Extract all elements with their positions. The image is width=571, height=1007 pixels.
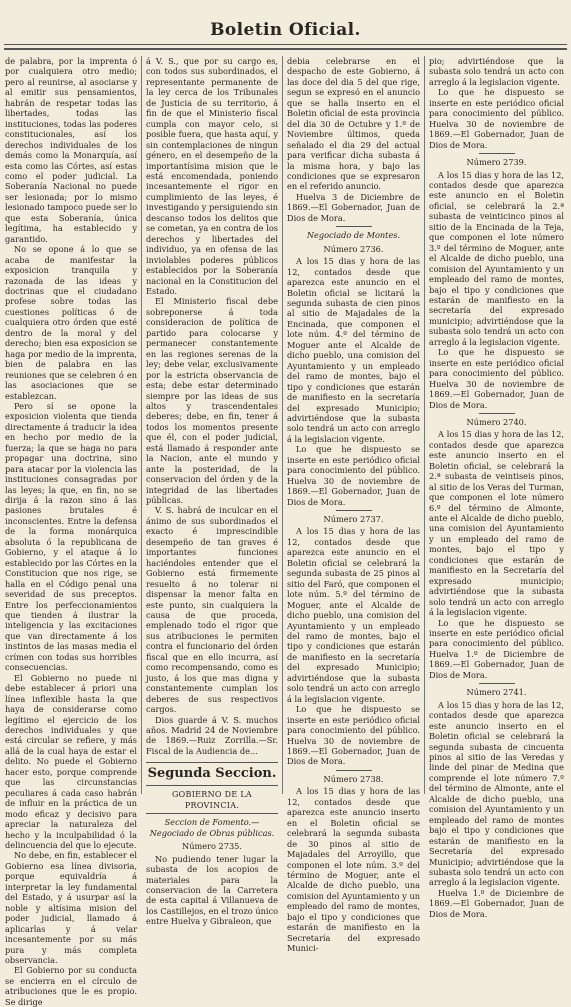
notice-number: Número 2738.: [323, 773, 384, 784]
notice-number: Número 2741.: [466, 687, 527, 698]
divider: [479, 683, 515, 684]
paragraph: Dios guarde á V. S. muchos años. Madrid 24 de Noviembre de 1869.—Ruiz Zorrilla.—Sr. Fiscal de la Audiencia de...: [146, 714, 278, 756]
paragraph: No se opone á lo que se acaba de manifestar la exposicion tranquila y razonada de las ideas y doctrinas que el ciudadano profese sobre todas las cuestiones políticas ó de cualquiera otro órden que esté dentro de la moral y del derecho; bien esa exposicion se haga por medio de la imprenta, bien de palabra en las reuniones que se celebren ó en las asociaciones que se establezcan.: [5, 244, 137, 401]
notice-number: Número 2740.: [466, 416, 527, 427]
paragraph: No debe, en fin, establecer el Gobierno esa línea divisoria, porque equivaldría á interpretar la ley fundamental del Estado, y á usurpar así la noble y altísima mision del poder judicial, llamado á aplicarlas y á velar incesantemente por su más pura y más completa observancia.: [5, 850, 137, 965]
paragraph: debia celebrarse en el despacho de este Gobierno, á las doce del dia 5 del que rige, segun se expresó en el anuncio que se halla inserto en el Boletin oficial de esta provincia del dia 30 de Octubre y 1.º de Noviembre últimos, queda señalado el dia 29 del actual para verificar dicha subasta á la misma hora, y bajo las condiciones que se expresaron en el referido anuncio.: [287, 56, 420, 192]
paragraph: á V. S., que por su cargo es, con todos sus subordinados, el representante permanente de la ley cerca de los Tribunales de Justicia de su territorio, á fin de que el Ministerio fiscal cumpla con mayor celo, si posible fuera, que hasta aquí, y sin contemplaciones de ningun género, en el desempeño de la importantísima mision que le está encomendada, poniendo incesantemente el rigor en cumplimiento de las leyes, é investigando y persiguiendo sin descanso todos los delitos que se cometan, ya en contra de los derechos y libertades del individuo, ya en ofensa de las inviolables poderes públicos establecidos por la Soberanía nacional en la Constitucion del Estado.: [146, 56, 278, 296]
paragraph: pio; advirtiéndose que la subasta solo tendrá un acto con arreglo á la legislacion vigente.: [429, 56, 564, 87]
paragraph: El Ministerio fiscal debe sobreponerse á toda consideracion de política de partido para colocarse y permanecer constantemente en las regiones serenas de la ley; debe velar, exclusivamente por la estricta observancia de esta; debe estar determinado siempre por las ideas de sus altos y trascendentales deberes; debe, en fin, tener á todos los momentos presente que él, con el poder judicial, está llamado á responder ante la Nacion, ante el mundo y ante la posteridad, de la conservacion del órden y de la integridad de las libertades públicas.: [146, 296, 278, 506]
column-2: [146, 56, 279, 927]
paragraph: No pudiendo tener lugar la subasta de los acopios de materiales para la conservacion de la Carretera de esta capital á Villanueva de los Castillejos, en el trozo único entre Huelva y Gibraleon, que: [146, 853, 279, 927]
section-subtitle: GOBIERNO DE LA PROVINCIA.: [146, 790, 278, 814]
paragraph: A los 15 dias y hora de las 12, contados desde que aparezca este anuncio inserto en el Boletin oficial se celebrará la segunda subasta de cincuenta pinos al sitio de las Veredas y linde del pinar de Medina que comprende el lote número 7.º del término de Almonte, ante el Alcalde de dicho pueblo, una comision del Ayuntamiento y un empleado del ramo de montes bajo el tipo y condiciones que estarán de manifiesto en la Secretaría del expresado Municipio; advirtiéndose que la subasta solo tendrá un acto con arreglo á la legislacion vigente.: [429, 699, 564, 888]
divider: [336, 226, 372, 227]
paragraph: V. S. habrá de inculcar en el ánimo de sus subordinados el exacto é imprescindible desempeño de tan graves é importantes funciones haciéndoles entender que el Gobierno está firmemente resuelto á no tolerar ni dispensar la menor falta en este punto, sin cualquiera la causa de que proceda, emplenado todo el rigor que sus atribuciones le permiten contra el funcionario del órden fiscal que en ello incurra, así como recompensando, como es justo, á los que mas digna y constantemente cumplan los deberes de sus respectivos cargos.: [146, 505, 278, 715]
column-divider: [141, 56, 142, 794]
paragraph: Lo que he dispuesto se inserte en este periódico oficial para conocimiento del público. Huelva 30 de noviembre de 1869.—El Gobernador, Juan de Dios de Mora.: [429, 87, 564, 150]
divider: [336, 510, 372, 511]
column-4: [429, 56, 564, 919]
notice-number: Número 2737.: [323, 514, 384, 525]
masthead-title: Boletin Oficial.: [210, 20, 361, 40]
paragraph: Lo que he dispuesto se inserte en este periódico oficial para conocimiento del público. Huelva 1.º de Diciembre de 1869.—El Gobernador, Juan de Dios de Mora.: [429, 617, 564, 680]
paragraph: Lo que he dispuesto se inserte en este periódico oficial para conocimiento del público. Huelva 30 de noviembre de 1869.—El Gobernador, Juan de Dios de Mora.: [287, 444, 420, 507]
column-3: [287, 56, 420, 954]
signature: Huelva 3 de Diciembre de 1869.—El Gobernador, Juan de Dios de Mora.: [287, 191, 420, 223]
notice-number: Número 2739.: [466, 157, 527, 168]
paragraph: A los 15 dias y hora de las 12, contados desde que aparezca este anuncio en el Boletin oficial se licitará la segunda subasta de cien pinos al sitio de Majadales de la Encinada, que componen el lote núm. 4.º del término de Moguer ante el Alcalde de dicho pueblo, una comision del Ayuntamiento y un empleado del ramo de montes, bajo el tipo y condiciones que estarán de manifiesto en la secretaría del expresado Municipio; advirtiéndose que la subasta solo tendrá un acto con arreglo á la legislacion vigente.: [287, 256, 420, 444]
paragraph: Pero sí se opone la exposicion violenta que tienda directamente á traducir la idea en hecho por medio de la fuerza; la que se haga no para propagar una doctrina, sino para atacar por la violencia las instituciones consagradas por las leyes; la que, en fin, no se dirija á la razon sino á las pasiones brutales é inconscientes. Entre la defensa de la forma monárquica absoluta ó la republicana de Gobierno, y el ataque á lo establecido por las Córtes en la Constitucion que nos rige, se halla en el Código penal una severidad de sus preceptos. Entre los perfeccionamientos que tienden á ilustrar la inteligencia y las excitaciones que van directamente á los instintos de las masas media el crímen con todas sus horribles consecuencias.: [5, 400, 137, 673]
paragraph: Lo que he dispuesto se inserte en este periódico oficial para conocimiento del público. Huelva 30 de noviembre de 1869.—El Gobernador, Juan de Dios de Mora.: [287, 704, 420, 767]
paragraph: de palabra, por la imprenta ó por cualquiera otro medio; pero al reunirse, al asociarse y al emitir sus pensamientos, habrán de respetar todas las libertades, todas las instituciones, todas las poderes constitucionales, así los derechos individuales de los demás como la Monarquía, así esta como las Córtes, así estas como el poder judicial. La Soberanía Nacional no puede ser lesionada; por lo mismo lesionado tampoco puede ser lo que esta Soberanía, única legítima, ha establecido y garantido.: [5, 56, 137, 244]
column-divider: [424, 56, 425, 794]
divider: [479, 413, 515, 414]
paragraph: Lo que he dispuesto se inserte en este periódico oficial para conocimiento del público. Huelva 30 de noviembre de 1869.—El Gobernador, Juan de Dios de Mora.: [429, 347, 564, 410]
section-heading: Segunda Seccion.: [146, 762, 278, 786]
notice-number: Número 2736.: [323, 243, 384, 254]
divider: [479, 153, 515, 154]
signature: Huelva 1.º de Diciembre de 1869.—El Gobernador, Juan de Dios de Mora.: [429, 887, 564, 919]
column-divider: [282, 56, 283, 794]
department-label: Seccion de Fomento.—Negociado de Obras públicas.: [149, 817, 275, 838]
paragraph: A los 15 dias y hora de las 12, contados desde que aparezca este anuncio inserto en el Boletin oficial, se celebrará la 2.ª subasta de veintiseis pinos, al sitio de los Veras del Turman, que componen el lote número 6.º del término de Almonte, ante el Alcalde de dicho pueblo, una comision del Ayuntamiento y un empleado del ramo de montes, bajo el tipo y condiciones que estarán de manifiesto en la Secretaría del expresado municipio; advirtiéndose que la subasta solo tendrá un acto con arreglo á la legislacion vigente.: [429, 429, 564, 618]
paragraph: A los 15 dias y hora de las 12, contados desde que aparezca este anuncio inserto en el Boletin oficial se celebrará la segunda subasta de 30 pinos al sitio de Majadales del Arroyillo, que componen el lote núm. 3.º del término de Moguer, ante el Alcalde de dicho pueblo, una comision del Ayuntamiento y un empleado del ramo de montes, bajo el tipo y condiciones que estarán de manifiesto en la Secretaría del expresado Munici-: [287, 786, 420, 954]
masthead-rule: [4, 44, 567, 45]
paragraph: El Gobierno no puede ni debe establecer á priori una línea inflexible hasta la que haya de considerarse como legítimo el ejercicio de los derechos individuales y que está circular se refiere, y más allá de la cual haya de estar el delito. No puede el Gobierno hacer esto, porque comprende que las circunstancias peculiares á cada caso habrán de influir en la práctica de un modo eficaz y decisivo para apreciar la naturaleza del hecho y la inculpabilidad ó la delincuencia del que lo ejecute.: [5, 672, 137, 850]
divider: [336, 770, 372, 771]
column-1: [5, 56, 137, 1007]
paragraph: A los 15 dias y hora de las 12, contados desde que aparezca este anuncio en el Boletin oficial se celebrará la segunda subasta de 25 pinos al sitio del Faró, que componen el lote núm. 5.º del término de Moguer, ante el Alcalde de dicho pueblo, una comision del Ayuntamiento y un empleado del ramo de montes, bajo el tipo y condiciones que estarán de manifiesto en la secretaría del expresado Municipio; advirtiéndose que la subasta solo tendrá un acto con arreglo á la legislacion vigente.: [287, 526, 420, 704]
department-label: Negociado de Montes.: [306, 230, 401, 241]
notice-number: Número 2735.: [182, 841, 242, 852]
paragraph: El Gobierno por su conducta se encierra en el círculo de atribuciones que le es propio. Se dirige: [5, 965, 137, 1007]
paragraph: A los 15 dias y hora de las 12, contados desde que aparezca este anuncio en el Boletin oficial, se celebrará la 2.ª subasta de veinticinco pinos al sitio de la Encinada de la Teja, que componen el lote número 3.º del término de Moguer, ante el Alcalde de dicho pueblo, una comision del Ayuntamiento y un empleado del ramo de montes, bajo el tipo y condiciones que estarán de manifiesto en la secretaría del expresado municipio; advirtiéndose que la subasta solo tendrá un acto con arreglo á la legislacion vigente.: [429, 169, 564, 347]
masthead-double-rule: [4, 48, 567, 50]
